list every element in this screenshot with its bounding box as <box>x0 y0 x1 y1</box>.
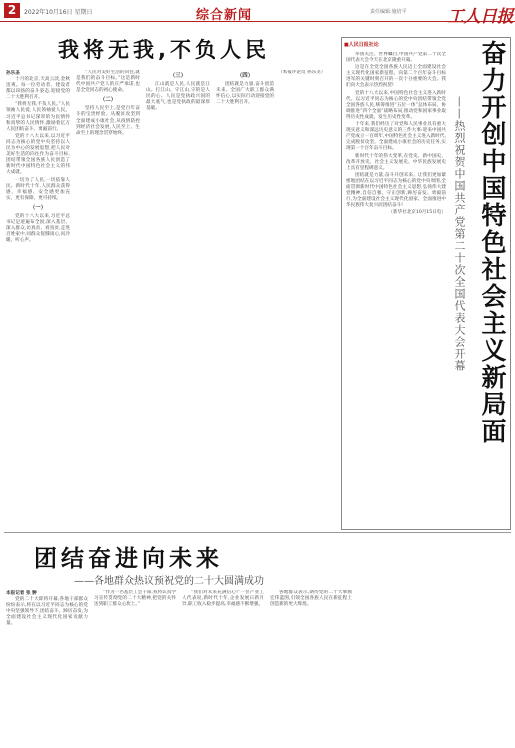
section-title: 综合新闻 <box>196 8 253 23</box>
article2-paragraph: 各地群众表示,期待党的二十大擘画宏伟蓝图,引领全国各族人民在新征程上创造新的更大辉煌。 <box>270 590 352 608</box>
commentary-source: （新华社北京10月15日电） <box>388 210 446 216</box>
commentary-headline: 奋力开创中国特色社会主义新局面 <box>478 40 507 445</box>
article2-column-4 <box>270 590 352 744</box>
commentary-paragraph: 党的十八大以来,中国特色社会主义进入新时代。以习近平同志为核心的党中央团结带领全党全国各族人民,统筹推进“五位一体”总体布局、协调推进“四个全面”战略布局,推动党和国家事业取得历史性成就、发生历史性变革。 <box>346 90 446 120</box>
article1-paragraph: 一切为了人民,一切依靠人民。新时代十年,人民群众获得感、幸福感、安全感更加充实、更有保障、更可持续。 <box>6 177 70 201</box>
article1-section-marker: （三） <box>169 73 187 79</box>
article2-paragraph: “我们对未来充满信心!”一位产业工人代表说,新时代十年,企业发展日新月异,职工收入稳步提高,幸福感不断增强。 <box>182 590 264 608</box>
commentary-paragraph: 举国关注、世界瞩目,中国共产党第二十次全国代表大会今天在北京隆重开幕。 <box>346 52 446 64</box>
commentary-paragraph: 新时代十年的伟大变革,在党史、新中国史、改革开放史、社会主义发展史、中华民族发展史上具有里程碑意义。 <box>346 153 446 171</box>
article2-column-2 <box>94 590 176 744</box>
article1-paragraph: 十月的北京,天高云淡,金秋送爽。每一位劳动者、建设者都以昂扬的奋斗姿态,迎接党的二十大胜利召开。 <box>6 77 70 101</box>
article1-section-marker: （一） <box>29 204 47 211</box>
article2-byline: 本报记者 张 翀 <box>6 591 37 596</box>
article1-column-4 <box>216 70 274 532</box>
article1-paragraph: 江山就是人民,人民就是江山。打江山、守江山,守的是人民的心。人民是党执政兴国的最大底气,也是党执政的最深厚基础。 <box>146 82 210 112</box>
article2-column-3 <box>182 590 264 744</box>
article2-headline: 团结奋进向未来 <box>34 546 223 572</box>
article1-paragraph: 坚持人民至上,是党百年奋斗的宝贵经验。从脱贫攻坚到全面建成小康社会,从疫情防控到经济社会发展,人民至上、生命至上的理念贯穿始终。 <box>76 106 140 136</box>
article1-paragraph: 党的十八大以来,以习近平同志为核心的党中央坚持以人民为中心的发展思想,把人民对美好生活的向往作为奋斗目标,团结带领全国各族人民创造了新时代中国特色社会主义的伟大成就。 <box>6 133 70 176</box>
commentary-paragraph: 这是在全党全国各族人民迈上全面建设社会主义现代化国家新征程、向第二个百年奋斗目标进军的关键时刻召开的一次十分重要的大会。我们向大会表示热烈祝贺! <box>346 65 446 89</box>
article1-paragraph: “我将无我,不负人民。”人民领袖人民爱,人民领袖爱人民。习近平总书记深厚的为民情怀和真挚的人民情怀,激励着亿万人民团结奋斗、勇毅前行。 <box>6 102 70 132</box>
article1-column-1 <box>6 70 70 532</box>
article1-paragraph: “人民对美好生活的向往,就是我们的奋斗目标。”这是新时代中国共产党人的庄严承诺,也是全党同志的初心使命。 <box>76 70 140 94</box>
page-masthead <box>0 0 515 27</box>
commentary-paragraph: 团结就是力量,奋斗开创未来。让我们更加紧密地团结在以习近平同志为核心的党中央周围,全面贯彻新时代中国特色社会主义思想,弘扬伟大建党精神,自信自强、守正创新,踔厉奋发、勇毅前行,为全面建设社会主义现代化国家、全面推进中华民族伟大复兴而团结奋斗! <box>346 172 446 209</box>
commentary-tag: ■人民日报社论 <box>344 42 379 48</box>
page-number: 2 <box>4 3 20 18</box>
newspaper-logo: 工人日报 <box>447 7 513 27</box>
article2-subtitle: ——各地群众热议预祝党的二十大圆满成功 <box>74 576 264 587</box>
section-divider <box>4 532 511 533</box>
article1-byline: 孙乐圣 <box>6 71 20 76</box>
article1-section-marker: （四） <box>236 73 254 79</box>
commentary-body <box>346 52 446 522</box>
article2-column-1 <box>6 590 88 744</box>
commentary-paragraph: 十年来,我们经历了对党和人民事业具有重大现实意义和深远历史意义的三件大事:迎来中国共产党成立一百周年,中国特色社会主义进入新时代,完成脱贫攻坚、全面建成小康社会的历史任务,实现第一个百年奋斗目标。 <box>346 122 446 152</box>
article2-paragraph: “作为一名基层工会干部,我将认真学习宣传贯彻党的二十大精神,把党的关怀送到职工群众心坎上。” <box>94 590 176 608</box>
commentary-subtitle: ——热烈祝贺中国共产党第二十次全国代表大会开幕 <box>453 96 466 372</box>
article1-headline: 我将无我,不负人民 <box>58 38 270 62</box>
article1-column-2 <box>76 70 140 532</box>
article1-end-note: （本报评论员 孙乐圣） <box>278 70 326 75</box>
article1-column-3 <box>146 70 210 532</box>
article1-paragraph: 党的十八大以来,习近平总书记足迹遍布全国,深入基层、深入群众,访真贫、看真贫,走进百姓家中,同群众促膝谈心,问冷暖、听心声。 <box>6 213 70 244</box>
article1-column-5 <box>278 70 336 532</box>
article1-section-marker: （二） <box>99 97 117 104</box>
editor-credit: 责任编辑:施培平 <box>370 9 407 15</box>
article1-paragraph: 团结就是力量,奋斗创造未来。全国广大职工群众满怀信心,以实际行动迎接党的二十大胜利召开。 <box>216 82 274 106</box>
article2-paragraph: 党的二十大即将开幕,各地干部群众纷纷表示,将在以习近平同志为核心的党中央坚强领导下,团结奋斗、踔厉奋发,为全面建设社会主义现代化国家贡献力量。 <box>6 597 88 627</box>
issue-date: 2022年10月16日 星期日 <box>24 9 93 16</box>
